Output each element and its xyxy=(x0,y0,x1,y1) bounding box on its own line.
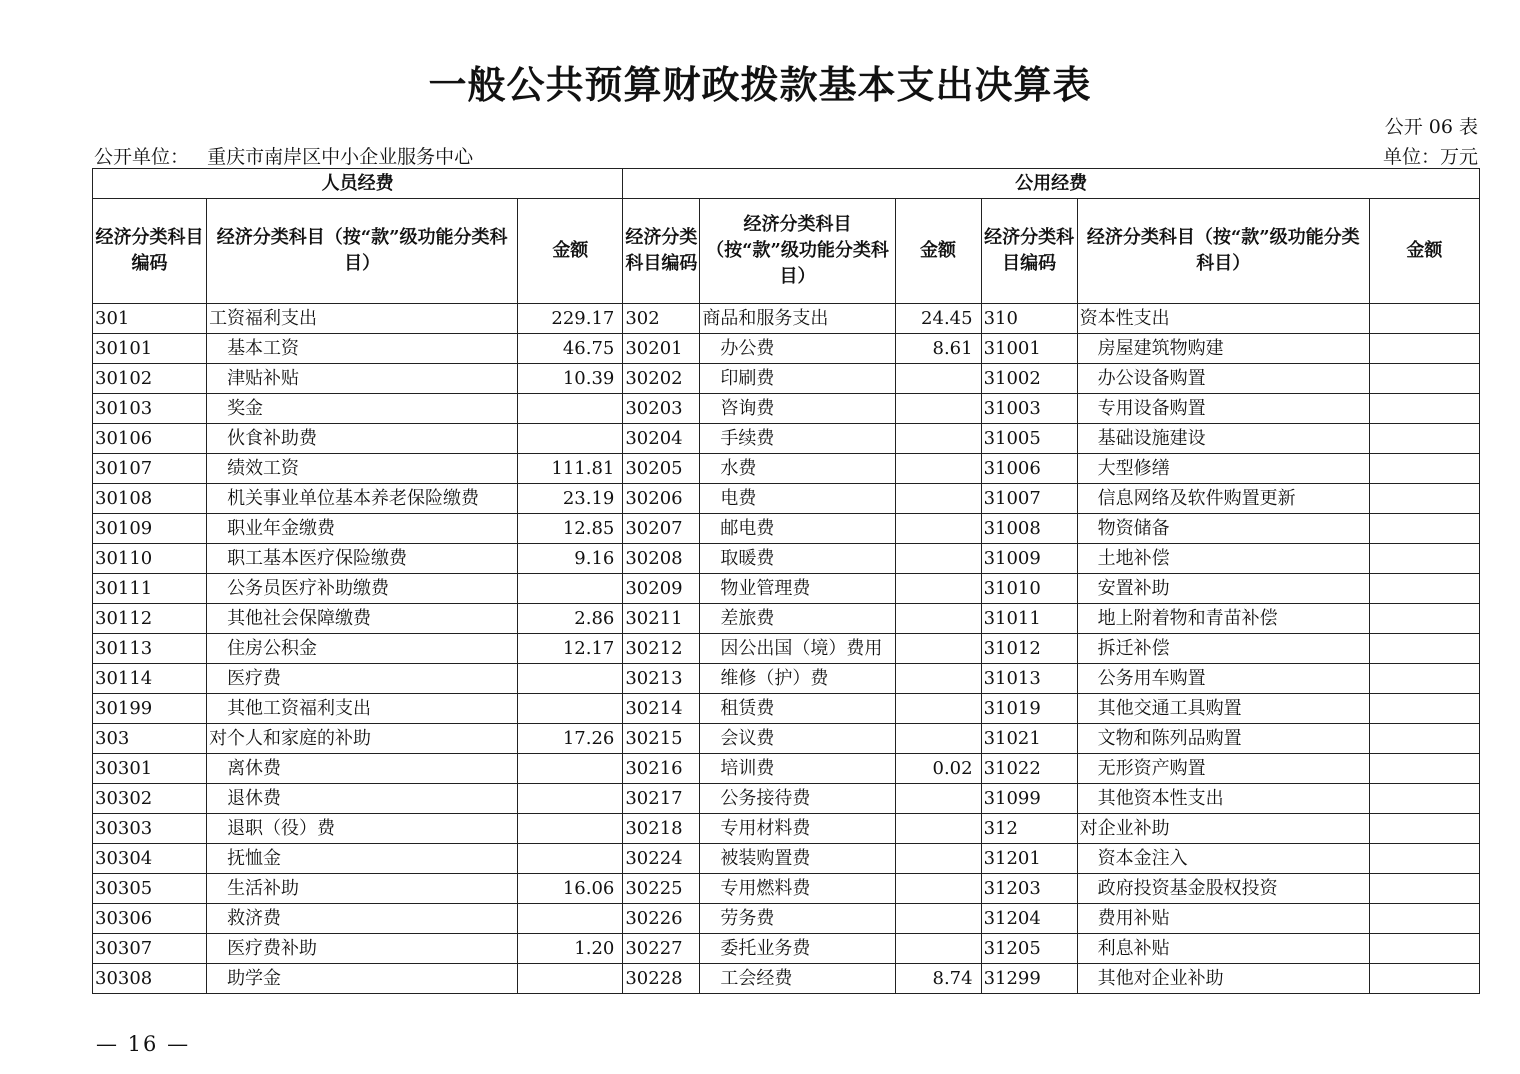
cell-code: 30203 xyxy=(623,394,700,424)
cell-amount xyxy=(895,604,981,634)
cell-name: 助学金 xyxy=(207,964,518,994)
cell-name: 取暖费 xyxy=(700,544,895,574)
cell-amount xyxy=(1369,424,1479,454)
cell-amount xyxy=(895,694,981,724)
cell-name: 对个人和家庭的补助 xyxy=(207,724,518,754)
table-row xyxy=(93,964,1480,994)
cell-name: 手续费 xyxy=(700,424,895,454)
cell-name: 绩效工资 xyxy=(207,454,518,484)
cell-amount xyxy=(895,514,981,544)
cell-code: 30112 xyxy=(93,604,207,634)
cell-amount xyxy=(1369,484,1479,514)
cell-name: 物资储备 xyxy=(1077,514,1369,544)
cell-name: 利息补贴 xyxy=(1077,934,1369,964)
table-row xyxy=(93,304,1480,334)
cell-name: 电费 xyxy=(700,484,895,514)
cell-name: 拆迁补偿 xyxy=(1077,634,1369,664)
cell-code: 30111 xyxy=(93,574,207,604)
cell-amount xyxy=(518,424,623,454)
cell-name: 地上附着物和青苗补偿 xyxy=(1077,604,1369,634)
cell-amount xyxy=(1369,364,1479,394)
cell-name: 办公费 xyxy=(700,334,895,364)
table-row xyxy=(93,604,1480,634)
table-row xyxy=(93,634,1480,664)
cell-name: 专用材料费 xyxy=(700,814,895,844)
header-code: 经济分类科目编码 xyxy=(981,199,1077,304)
cell-name: 政府投资基金股权投资 xyxy=(1077,874,1369,904)
cell-amount: 23.19 xyxy=(518,484,623,514)
table-row xyxy=(93,874,1480,904)
header-code: 经济分类科目编码 xyxy=(623,199,700,304)
cell-amount: 12.85 xyxy=(518,514,623,544)
cell-code: 30110 xyxy=(93,544,207,574)
cell-name: 职工基本医疗保险缴费 xyxy=(207,544,518,574)
table-row xyxy=(93,754,1480,784)
cell-code: 31003 xyxy=(981,394,1077,424)
cell-name: 职业年金缴费 xyxy=(207,514,518,544)
cell-name: 离休费 xyxy=(207,754,518,784)
cell-name: 安置补助 xyxy=(1077,574,1369,604)
cell-code: 30109 xyxy=(93,514,207,544)
cell-code: 30113 xyxy=(93,634,207,664)
cell-amount: 229.17 xyxy=(518,304,623,334)
cell-amount xyxy=(895,664,981,694)
expenditure-table xyxy=(92,168,1480,994)
cell-amount xyxy=(895,874,981,904)
cell-code: 31204 xyxy=(981,904,1077,934)
cell-code: 30107 xyxy=(93,454,207,484)
cell-name: 公务接待费 xyxy=(700,784,895,814)
cell-code: 31021 xyxy=(981,724,1077,754)
cell-code: 31008 xyxy=(981,514,1077,544)
cell-name: 退职（役）费 xyxy=(207,814,518,844)
cell-code: 31007 xyxy=(981,484,1077,514)
table-row xyxy=(93,484,1480,514)
cell-amount xyxy=(1369,784,1479,814)
cell-code: 30101 xyxy=(93,334,207,364)
reporting-unit-label: 公开单位： xyxy=(94,146,190,168)
cell-name: 无形资产购置 xyxy=(1077,754,1369,784)
cell-code: 302 xyxy=(623,304,700,334)
cell-amount: 0.02 xyxy=(895,754,981,784)
cell-amount: 9.16 xyxy=(518,544,623,574)
cell-amount xyxy=(895,364,981,394)
cell-amount xyxy=(1369,454,1479,484)
cell-name: 被装购置费 xyxy=(700,844,895,874)
cell-code: 30204 xyxy=(623,424,700,454)
cell-code: 30103 xyxy=(93,394,207,424)
table-row xyxy=(93,364,1480,394)
cell-amount xyxy=(1369,544,1479,574)
table-row xyxy=(93,544,1480,574)
cell-amount xyxy=(1369,964,1479,994)
cell-amount xyxy=(895,544,981,574)
cell-code: 30214 xyxy=(623,694,700,724)
cell-name: 资本金注入 xyxy=(1077,844,1369,874)
cell-amount xyxy=(518,964,623,994)
cell-name: 水费 xyxy=(700,454,895,484)
cell-amount xyxy=(518,844,623,874)
cell-amount xyxy=(895,424,981,454)
cell-name: 伙食补助费 xyxy=(207,424,518,454)
cell-amount xyxy=(1369,934,1479,964)
cell-code: 31012 xyxy=(981,634,1077,664)
currency-unit: 单位：万元 xyxy=(1382,146,1478,168)
cell-code: 31019 xyxy=(981,694,1077,724)
page-number: — 16 — xyxy=(96,1032,191,1056)
cell-code: 30218 xyxy=(623,814,700,844)
table-row xyxy=(93,454,1480,484)
header-name: 经济分类科目（按“款”级功能分类科目） xyxy=(207,199,518,304)
cell-amount xyxy=(895,634,981,664)
cell-name: 专用设备购置 xyxy=(1077,394,1369,424)
cell-amount: 46.75 xyxy=(518,334,623,364)
cell-amount xyxy=(1369,694,1479,724)
cell-code: 31022 xyxy=(981,754,1077,784)
cell-amount: 17.26 xyxy=(518,724,623,754)
cell-amount: 8.74 xyxy=(895,964,981,994)
cell-code: 30227 xyxy=(623,934,700,964)
cell-amount: 24.45 xyxy=(895,304,981,334)
cell-amount xyxy=(895,904,981,934)
cell-code: 30212 xyxy=(623,634,700,664)
cell-name: 资本性支出 xyxy=(1077,304,1369,334)
cell-amount: 12.17 xyxy=(518,634,623,664)
cell-amount xyxy=(518,394,623,424)
cell-name: 维修（护）费 xyxy=(700,664,895,694)
cell-code: 301 xyxy=(93,304,207,334)
cell-name: 基础设施建设 xyxy=(1077,424,1369,454)
cell-amount xyxy=(1369,634,1479,664)
cell-code: 30224 xyxy=(623,844,700,874)
cell-name: 对企业补助 xyxy=(1077,814,1369,844)
cell-code: 30201 xyxy=(623,334,700,364)
cell-amount xyxy=(518,784,623,814)
cell-code: 30306 xyxy=(93,904,207,934)
cell-name: 工资福利支出 xyxy=(207,304,518,334)
cell-code: 30307 xyxy=(93,934,207,964)
cell-name: 商品和服务支出 xyxy=(700,304,895,334)
cell-name: 咨询费 xyxy=(700,394,895,424)
cell-code: 30304 xyxy=(93,844,207,874)
table-row xyxy=(93,844,1480,874)
cell-amount xyxy=(1369,304,1479,334)
cell-amount xyxy=(1369,844,1479,874)
cell-code: 30215 xyxy=(623,724,700,754)
table-row xyxy=(93,334,1480,364)
cell-code: 30202 xyxy=(623,364,700,394)
table-row xyxy=(93,694,1480,724)
cell-code: 30303 xyxy=(93,814,207,844)
cell-name: 救济费 xyxy=(207,904,518,934)
cell-amount xyxy=(895,784,981,814)
cell-code: 30106 xyxy=(93,424,207,454)
cell-amount xyxy=(1369,334,1479,364)
cell-amount xyxy=(895,394,981,424)
cell-code: 312 xyxy=(981,814,1077,844)
cell-amount xyxy=(518,574,623,604)
cell-name: 文物和陈列品购置 xyxy=(1077,724,1369,754)
table-row xyxy=(93,904,1480,934)
cell-name: 印刷费 xyxy=(700,364,895,394)
cell-name: 物业管理费 xyxy=(700,574,895,604)
cell-amount xyxy=(1369,514,1479,544)
cell-amount xyxy=(1369,574,1479,604)
cell-code: 30108 xyxy=(93,484,207,514)
cell-code: 30199 xyxy=(93,694,207,724)
header-code: 经济分类科目编码 xyxy=(93,199,207,304)
cell-code: 31009 xyxy=(981,544,1077,574)
cell-amount xyxy=(895,484,981,514)
cell-name: 奖金 xyxy=(207,394,518,424)
cell-code: 31201 xyxy=(981,844,1077,874)
cell-amount xyxy=(895,574,981,604)
cell-code: 30228 xyxy=(623,964,700,994)
cell-name: 公务员医疗补助缴费 xyxy=(207,574,518,604)
section-public: 公用经费 xyxy=(623,169,1480,199)
cell-amount: 16.06 xyxy=(518,874,623,904)
cell-code: 30209 xyxy=(623,574,700,604)
table-row xyxy=(93,574,1480,604)
cell-amount xyxy=(1369,904,1479,934)
cell-name: 津贴补贴 xyxy=(207,364,518,394)
cell-amount xyxy=(1369,394,1479,424)
table-row xyxy=(93,784,1480,814)
cell-code: 310 xyxy=(981,304,1077,334)
cell-name: 其他资本性支出 xyxy=(1077,784,1369,814)
cell-code: 31205 xyxy=(981,934,1077,964)
cell-code: 30207 xyxy=(623,514,700,544)
table-row xyxy=(93,424,1480,454)
reporting-unit-name: 重庆市南岸区中小企业服务中心 xyxy=(207,146,474,168)
cell-name: 专用燃料费 xyxy=(700,874,895,904)
cell-code: 30305 xyxy=(93,874,207,904)
cell-name: 土地补偿 xyxy=(1077,544,1369,574)
cell-amount xyxy=(1369,724,1479,754)
header-amount: 金额 xyxy=(1369,199,1479,304)
cell-code: 30206 xyxy=(623,484,700,514)
cell-amount xyxy=(1369,664,1479,694)
cell-code: 31002 xyxy=(981,364,1077,394)
cell-name: 信息网络及软件购置更新 xyxy=(1077,484,1369,514)
page-title: 一般公共预算财政拨款基本支出决算表 xyxy=(428,62,1092,107)
table-row xyxy=(93,724,1480,754)
cell-name: 费用补贴 xyxy=(1077,904,1369,934)
cell-code: 30211 xyxy=(623,604,700,634)
cell-amount: 2.86 xyxy=(518,604,623,634)
cell-amount xyxy=(1369,814,1479,844)
cell-code: 30216 xyxy=(623,754,700,784)
header-amount: 金额 xyxy=(895,199,981,304)
cell-name: 基本工资 xyxy=(207,334,518,364)
cell-amount: 111.81 xyxy=(518,454,623,484)
cell-amount xyxy=(895,814,981,844)
cell-name: 医疗费补助 xyxy=(207,934,518,964)
table-row xyxy=(93,814,1480,844)
cell-name: 会议费 xyxy=(700,724,895,754)
header-name: 经济分类科目（按“款”级功能分类科目） xyxy=(700,199,895,304)
cell-amount xyxy=(895,724,981,754)
cell-amount: 1.20 xyxy=(518,934,623,964)
cell-amount xyxy=(1369,604,1479,634)
table-row xyxy=(93,664,1480,694)
cell-amount: 8.61 xyxy=(895,334,981,364)
table-row xyxy=(93,514,1480,544)
cell-code: 30217 xyxy=(623,784,700,814)
cell-name: 其他工资福利支出 xyxy=(207,694,518,724)
cell-code: 30226 xyxy=(623,904,700,934)
cell-name: 房屋建筑物购建 xyxy=(1077,334,1369,364)
cell-name: 劳务费 xyxy=(700,904,895,934)
cell-name: 工会经费 xyxy=(700,964,895,994)
cell-amount xyxy=(518,904,623,934)
cell-name: 机关事业单位基本养老保险缴费 xyxy=(207,484,518,514)
cell-name: 大型修缮 xyxy=(1077,454,1369,484)
cell-name: 办公设备购置 xyxy=(1077,364,1369,394)
cell-name: 邮电费 xyxy=(700,514,895,544)
header-amount: 金额 xyxy=(518,199,623,304)
cell-code: 31013 xyxy=(981,664,1077,694)
cell-code: 30213 xyxy=(623,664,700,694)
cell-name: 其他社会保障缴费 xyxy=(207,604,518,634)
cell-code: 31010 xyxy=(981,574,1077,604)
cell-code: 30114 xyxy=(93,664,207,694)
cell-name: 退休费 xyxy=(207,784,518,814)
cell-name: 其他对企业补助 xyxy=(1077,964,1369,994)
cell-amount: 10.39 xyxy=(518,364,623,394)
cell-amount xyxy=(895,844,981,874)
cell-amount xyxy=(895,934,981,964)
cell-name: 抚恤金 xyxy=(207,844,518,874)
cell-code: 31006 xyxy=(981,454,1077,484)
cell-code: 30208 xyxy=(623,544,700,574)
cell-amount xyxy=(518,694,623,724)
cell-name: 公务用车购置 xyxy=(1077,664,1369,694)
cell-code: 31099 xyxy=(981,784,1077,814)
header-name: 经济分类科目（按“款”级功能分类科目） xyxy=(1077,199,1369,304)
cell-name: 差旅费 xyxy=(700,604,895,634)
cell-code: 31001 xyxy=(981,334,1077,364)
cell-name: 生活补助 xyxy=(207,874,518,904)
table-number: 公开 06 表 xyxy=(1384,116,1478,138)
cell-name: 委托业务费 xyxy=(700,934,895,964)
cell-code: 30102 xyxy=(93,364,207,394)
cell-name: 医疗费 xyxy=(207,664,518,694)
cell-amount xyxy=(1369,754,1479,784)
cell-amount xyxy=(518,754,623,784)
cell-code: 31005 xyxy=(981,424,1077,454)
cell-amount xyxy=(518,814,623,844)
reporting-unit xyxy=(94,142,473,169)
cell-amount xyxy=(518,664,623,694)
cell-name: 住房公积金 xyxy=(207,634,518,664)
cell-code: 30302 xyxy=(93,784,207,814)
cell-code: 30308 xyxy=(93,964,207,994)
cell-code: 30225 xyxy=(623,874,700,904)
cell-code: 30205 xyxy=(623,454,700,484)
section-personnel: 人员经费 xyxy=(93,169,623,199)
cell-amount xyxy=(895,454,981,484)
cell-code: 30301 xyxy=(93,754,207,784)
table-row xyxy=(93,934,1480,964)
cell-name: 租赁费 xyxy=(700,694,895,724)
cell-code: 31299 xyxy=(981,964,1077,994)
table-row xyxy=(93,394,1480,424)
cell-name: 其他交通工具购置 xyxy=(1077,694,1369,724)
cell-code: 31011 xyxy=(981,604,1077,634)
cell-name: 因公出国（境）费用 xyxy=(700,634,895,664)
cell-code: 303 xyxy=(93,724,207,754)
cell-code: 31203 xyxy=(981,874,1077,904)
cell-amount xyxy=(1369,874,1479,904)
cell-name: 培训费 xyxy=(700,754,895,784)
